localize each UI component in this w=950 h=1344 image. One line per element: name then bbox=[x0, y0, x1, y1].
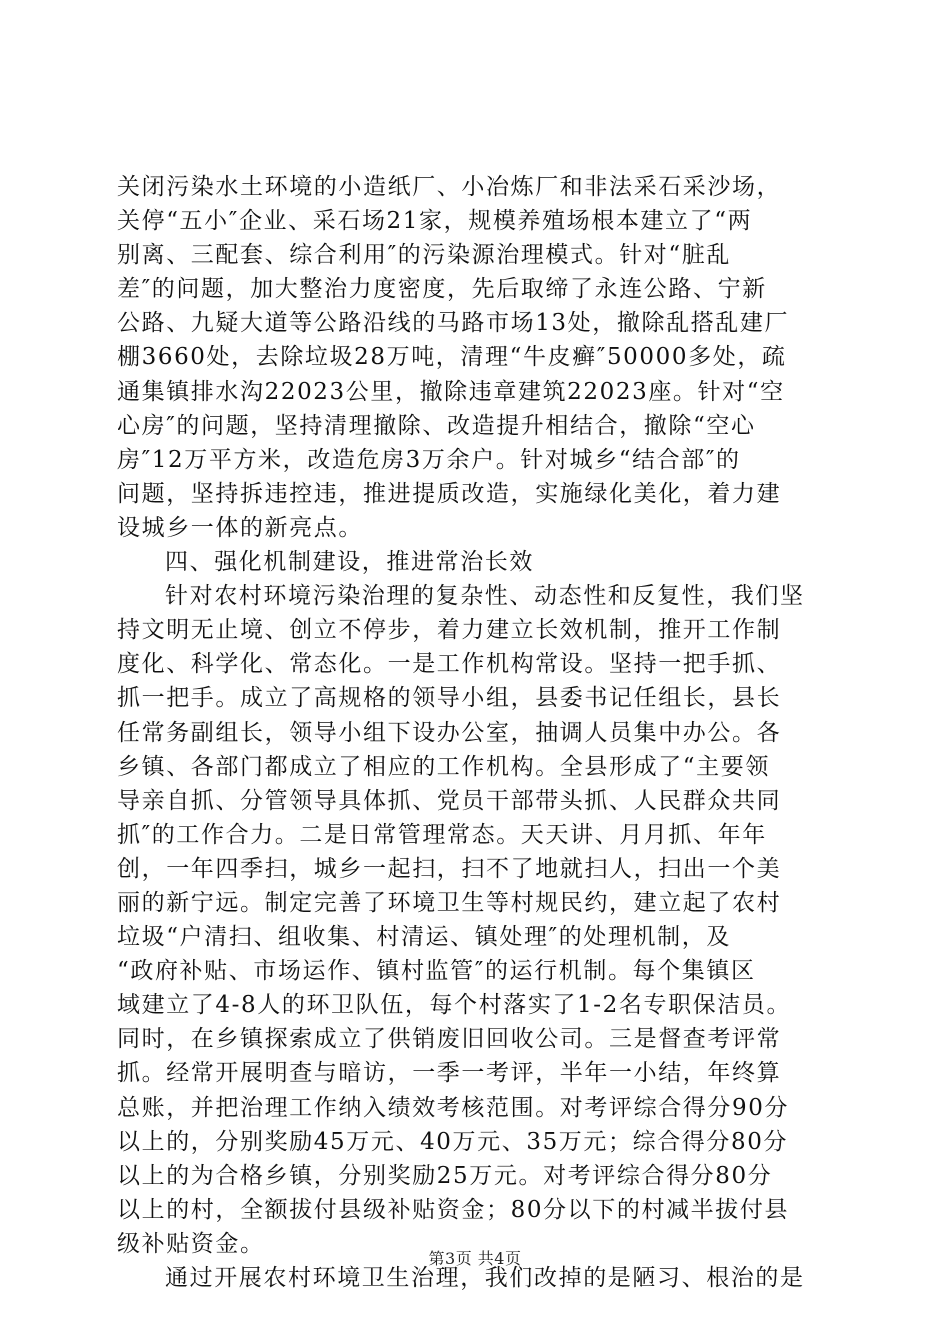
text-line: 差″的问题，加大整治力度密度，先后取缔了永连公路、宁新 bbox=[117, 276, 767, 303]
text-line: 关闭污染水土环境的小造纸厂、小冶炼厂和非法采石采沙场， bbox=[117, 174, 782, 200]
text-line: 以上的村，全额拔付县级补贴资金；80分以下的村减半拔付县 bbox=[117, 1196, 790, 1223]
text-line: “政府补贴、市场运作、镇村监管″的运行机制。每个集镇区 bbox=[117, 958, 756, 985]
text-line: 抓。经常开展明查与暗访，一季一考评，半年一小结，年终算 bbox=[117, 1060, 782, 1087]
text-line: 垃圾“户清扫、组收集、村清运、镇处理″的处理机制，及 bbox=[117, 924, 731, 951]
text-line: 关停“五小″企业、采石场21家，规模养殖场根本建立了“两 bbox=[117, 208, 753, 235]
section-heading: 四、强化机制建设，推进常治长效 bbox=[165, 549, 534, 576]
text-line: 针对农村环境污染治理的复杂性、动态性和反复性，我们坚 bbox=[165, 583, 805, 610]
text-line: 问题，坚持拆违控违，推进提质改造，实施绿化美化，着力建 bbox=[117, 480, 782, 507]
text-line: 度化、科学化、常态化。一是工作机构常设。坚持一把手抓、 bbox=[117, 651, 782, 678]
text-line: 乡镇、各部门都成立了相应的工作机构。全县形成了“主要领 bbox=[117, 753, 770, 780]
text-line: 持文明无止境、创立不停步，着力建立长效机制，推开工作制 bbox=[117, 617, 782, 644]
text-line: 创，一年四季扫，城乡一起扫，扫不了地就扫人，扫出一个美 bbox=[117, 855, 782, 882]
text-line: 同时，在乡镇探索成立了供销废旧回收公司。三是督查考评常 bbox=[117, 1026, 782, 1053]
text-line: 心房″的问题，坚持清理撤除、改造提升相结合，撤除“空心 bbox=[117, 412, 756, 439]
text-line: 丽的新宁远。制定完善了环境卫生等村规民约，建立起了农村 bbox=[117, 889, 782, 916]
text-line: 以上的为合格乡镇，分别奖励25万元。对考评综合得分80分 bbox=[117, 1162, 773, 1189]
text-line: 抓″的工作合力。二是日常管理常态。天天讲、月月抓、年年 bbox=[117, 821, 767, 848]
text-line: 任常务副组长，领导小组下设办公室，抽调人员集中办公。各 bbox=[117, 719, 782, 746]
text-line: 别离、三配套、综合利用″的污染源治理模式。针对“脏乱 bbox=[117, 242, 731, 269]
text-line: 房″12万平方米，改造危房3万余户。针对城乡“结合部″的 bbox=[117, 446, 741, 473]
text-line: 以上的，分别奖励45万元、40万元、35万元；综合得分80分 bbox=[117, 1128, 789, 1155]
text-line: 级补贴资金。 bbox=[117, 1230, 265, 1257]
text-line: 域建立了4-8人的环卫队伍，每个村落实了1-2名专职保洁员。 bbox=[117, 992, 792, 1019]
text-line: 设城乡一体的新亮点。 bbox=[117, 514, 363, 541]
page-number-footer: 第3页 共4页 bbox=[428, 1249, 522, 1268]
text-line: 棚3660处，去除垃圾28万吨，清理“牛皮癣″50000多处，疏 bbox=[117, 344, 787, 371]
text-line: 公路、九疑大道等公路沿线的马路市场13处，撤除乱搭乱建厂 bbox=[117, 310, 790, 337]
text-line: 通集镇排水沟22023公里，撤除违章建筑22023座。针对“空 bbox=[117, 378, 785, 405]
text-line: 抓一把手。成立了高规格的领导小组，县委书记任组长，县长 bbox=[117, 685, 782, 712]
text-line: 导亲自抓、分管领导具体抓、党员干部带头抓、人民群众共同 bbox=[117, 787, 782, 814]
text-line: 通过开展农村环境卫生治理，我们改掉的是陋习、根治的是 bbox=[165, 1265, 805, 1291]
document-body bbox=[117, 170, 842, 1295]
text-line: 总账，并把治理工作纳入绩效考核范围。对考评综合得分90分 bbox=[117, 1094, 790, 1121]
